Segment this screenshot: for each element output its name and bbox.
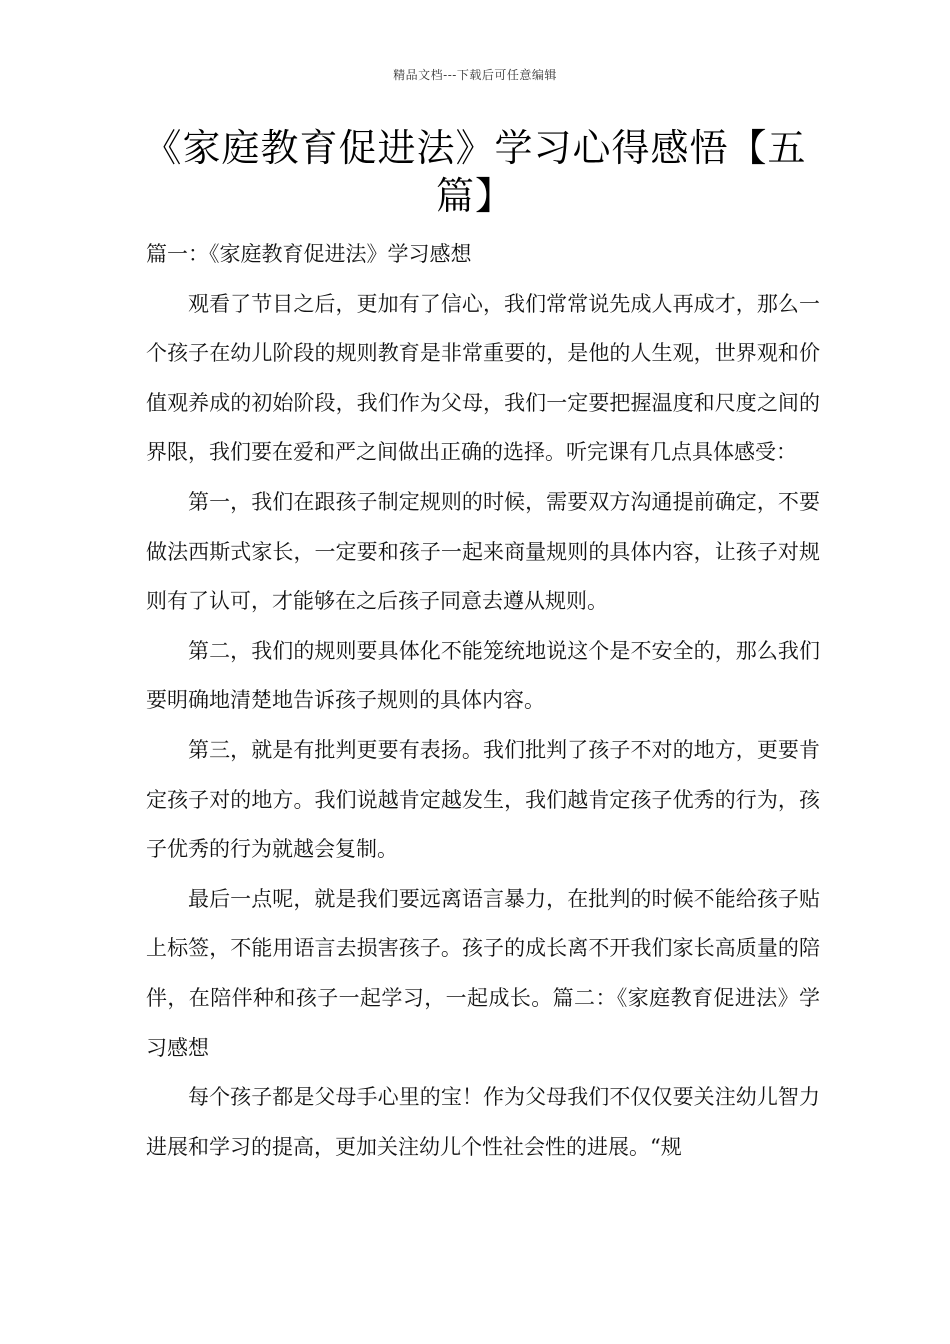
paragraph: 最后一点呢，就是我们要远离语言暴力，在批判的时候不能给孩子贴上标签，不能用语言去损害孩子。孩子的成长离不开我们家长高质量的陪伴，在陪伴种和孩子一起学习，一起成长。篇二：《家庭教育促进法》学习感想 [146,886,820,1060]
paragraph: 每个孩子都是父母手心里的宝！作为父母我们不仅仅要关注幼儿智力进展和学习的提高，更加关注幼儿个性社会性的进展。“规 [146,1085,820,1159]
header-note: 精品文档---下载后可任意编辑 [393,68,557,82]
document-title: 《家庭教育促进法》学习心得感悟【五篇】 [143,126,807,218]
paragraph: 第三，就是有批判更要有表扬。我们批判了孩子不对的地方，更要肯定孩子对的地方。我们说越肯定越发生，我们越肯定孩子优秀的行为，孩子优秀的行为就越会复制。 [146,737,820,862]
paragraph: 观看了节目之后，更加有了信心，我们常常说先成人再成才，那么一个孩子在幼儿阶段的规则教育是非常重要的，是他的人生观，世界观和价值观养成的初始阶段，我们作为父母，我们一定要把握温度和尺度之间的界限，我们要在爱和严之间做出正确的选择。听完课有几点具体感受： [146,291,820,465]
paragraph: 第二，我们的规则要具体化不能笼统地说这个是不安全的，那么我们要明确地清楚地告诉孩子规则的具体内容。 [146,638,820,713]
section-heading: 篇一：《家庭教育促进法》学习感想 [146,242,472,266]
document-body [146,230,820,1172]
paragraph: 第一，我们在跟孩子制定规则的时候，需要双方沟通提前确定，不要做法西斯式家长，一定要和孩子一起来商量规则的具体内容，让孩子对规则有了认可，才能够在之后孩子同意去遵从规则。 [146,489,820,614]
